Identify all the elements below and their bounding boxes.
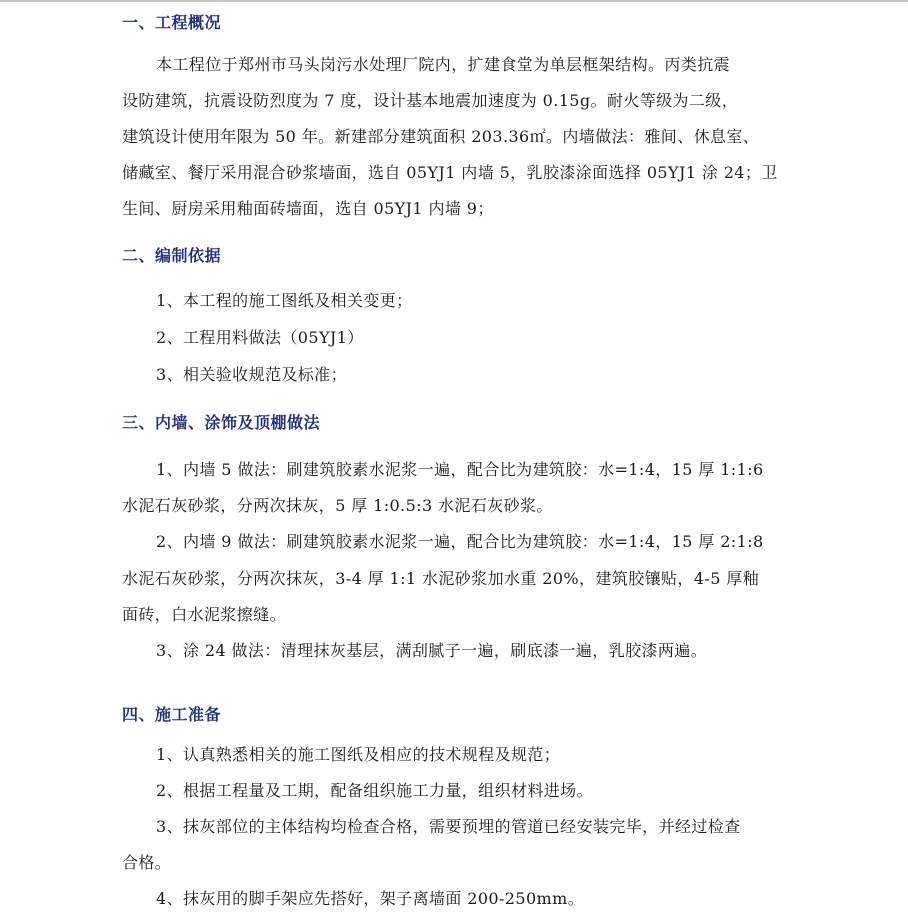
paragraph-line: 设防建筑，抗震设防烈度为 7 度，设计基本地震加速度为 0.15g。耐火等级为二级，	[122, 91, 739, 110]
list-item: 3、抹灰部位的主体结构均检查合格，需要预埋的管道已经安装完毕，并经过检查	[156, 817, 741, 836]
top-border-line	[0, 0, 908, 2]
list-item: 1、认真熟悉相关的施工图纸及相应的技术规程及规范；	[156, 745, 561, 764]
list-item: 2、工程用料做法（05YJ1）	[156, 328, 364, 347]
paragraph-line: 储藏室、餐厅采用混合砂浆墙面，选自 05YJ1 内墙 5，乳胶漆涂面选择 05YJ1 涂 24；卫	[122, 163, 778, 182]
section-heading-basis: 二、编制依据	[122, 246, 222, 265]
list-item: 2、根据工程量及工期，配备组织施工力量，组织材料进场。	[156, 781, 593, 800]
paragraph-line: 生间、厨房采用釉面砖墙面，选自 05YJ1 内墙 9；	[122, 199, 494, 218]
paragraph-line: 1、内墙 5 做法：刷建筑胶素水泥浆一遍，配合比为建筑胶：水=1:4，15 厚 1:1:6	[156, 460, 764, 479]
list-item: 合格。	[122, 853, 172, 872]
list-item: 3、相关验收规范及标准；	[156, 365, 347, 384]
section-heading-preparation: 四、施工准备	[122, 705, 222, 724]
list-item: 4、抹灰用的脚手架应先搭好，架子离墙面 200-250mm。	[156, 889, 585, 908]
section-heading-methods: 三、内墙、涂饰及顶棚做法	[122, 413, 321, 432]
paragraph-line: 2、内墙 9 做法：刷建筑胶素水泥浆一遍，配合比为建筑胶：水=1:4，15 厚 2:1:8	[156, 532, 764, 551]
paragraph-line: 水泥石灰砂浆，分两次抹灰，5 厚 1:0.5:3 水泥石灰砂浆。	[122, 496, 553, 515]
paragraph-line: 3、涂 24 做法：清理抹灰基层，满刮腻子一遍，刷底漆一遍，乳胶漆两遍。	[156, 641, 708, 660]
paragraph-line: 面砖，白水泥浆擦缝。	[122, 605, 287, 624]
paragraph-line: 建筑设计使用年限为 50 年。新建部分建筑面积 203.36㎡。内墙做法：雅间、休息室、	[122, 127, 760, 146]
section-heading-overview: 一、工程概况	[122, 13, 222, 32]
paragraph-line: 水泥石灰砂浆，分两次抹灰，3-4 厚 1:1 水泥砂浆加水重 20%，建筑胶镶贴，4-5 厚釉	[122, 569, 760, 588]
paragraph-line: 本工程位于郑州市马头岗污水处理厂院内，扩建食堂为单层框架结构。丙类抗震	[156, 55, 731, 74]
list-item: 1、本工程的施工图纸及相关变更；	[156, 291, 413, 310]
